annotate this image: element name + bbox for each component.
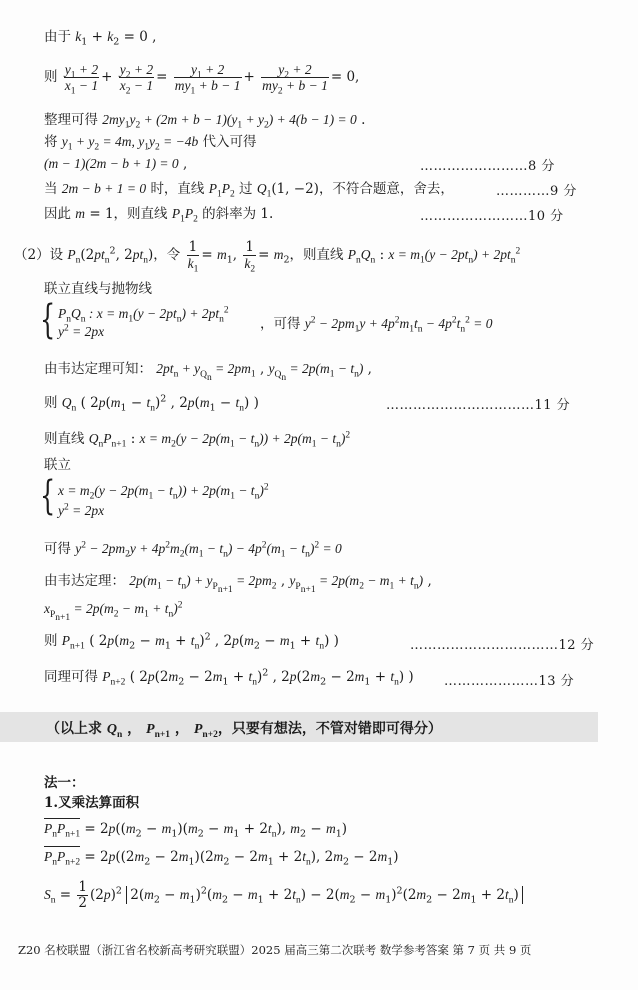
system1-eq2: $y^2 = 2px$ — [58, 323, 105, 339]
score-11: ……………………………11 分 — [386, 398, 571, 413]
line-part2-setup: （2）设 $P_n(2pt_n^2$, $2pt_n$)，令 $\frac{1}{k_1}$ = $m_1$, $\frac{1}{k_2}$ = $m_2$，则直线 $P_nQ_n$ : $x = m_1(y - 2pt_n) + 2pt_n^2$ — [14, 239, 521, 275]
text-line-q: 则直线 — [44, 431, 85, 447]
text-similarly: 同理可得 — [44, 669, 98, 685]
line-x-pn1: $x_{P_{n+1}} = 2p(m_2 - m_1 + t_n)^2$ — [44, 600, 183, 623]
note-mid: ，只要有想法，不管对错即可得分） — [217, 721, 442, 737]
text-part2-line: ，则直线 — [289, 247, 344, 263]
line-pn1-point: 则 $P_{n+1}$ ( $2p(m_2 - m_1 + t_n)^2$ , $2p(m_2 - m_1 + t_n)$ ) — [44, 631, 339, 652]
line-vieta-2: 由韦达定理： $2p(m_1 - t_n) + y_{P_{n+1}} = 2pm_2$ , $y_{P_{n+1}} = 2p(m_2 - m_1 + t_n)$ , — [44, 573, 432, 595]
line-qn-pn1: 则直线 $Q_nP_{n+1}$ : $x = m_2(y - 2p(m_1 - t_n)) + 2p(m_1 - t_n)^2$ — [44, 430, 351, 450]
area-formula: $S_n$ = $\frac{1}{2}$ $(2p)^2$ $2(m_2 - m_1)^2(m_2 - m_1 + 2t_n) - 2(m_2 - m_1)^2(2m_2 - 2m_1 + 2t_n)$ — [44, 880, 523, 911]
text-since: 由于 — [44, 29, 71, 45]
line-result-2: 可得 $y^2 - 2pm_2y + 4p^2m_2(m_1 - t_n) - 4p^2(m_1 - t_n)^2 = 0$ — [44, 540, 342, 560]
line-slope: 因此 m = 1，则直线 $P_1P_2$ 的斜率为 1. — [44, 206, 274, 225]
text-comma-get: ，可得 — [260, 316, 301, 332]
score-8: ……………………8 分 — [420, 159, 555, 174]
text-substitute-b: 代入可得 — [202, 134, 257, 150]
score-10: ……………………10 分 — [420, 209, 564, 224]
text-when-c: 过 — [239, 181, 253, 197]
brace-system-2: { — [40, 473, 56, 519]
text-part2-num: （2）设 — [14, 247, 64, 263]
line-k-sum: 由于 $k_1 + k_2 = 0$ , — [44, 29, 157, 48]
line-combine — [44, 456, 71, 474]
score-13-label: 13 分 — [538, 674, 575, 689]
text-organize: 整理可得 — [44, 112, 98, 128]
text-ze: 则 — [44, 69, 58, 85]
text-part2-ling: ，令 — [153, 247, 181, 263]
note-prefix: （以上求 — [46, 721, 102, 737]
line-substitute: 将 $y_1 + y_2 = 4m$, $y_1y_2 = -4b$ 代入可得 — [44, 134, 257, 153]
score-8-label: 8 分 — [528, 159, 555, 174]
method-subheading: 1.叉乘法算面积 — [44, 795, 140, 811]
vector-pn-pn2: $P_nP_{n+2} = 2p((2m_2 - 2m_1)(2m_2 - 2m_1 + 2t_n)$, $2m_2 - 2m_1$) — [44, 846, 399, 866]
line-vieta-1: 由韦达定理可知： $2pt_n + y_{Q_n} = 2pm_1$ , $y_{Q_n} = 2p(m_1 - t_n)$ , — [44, 361, 372, 383]
vector-pn-pn1: $P_nP_{n+1} = 2p((m_2 - m_1)(m_2 - m_1 + 2t_n)$, $m_2 - m_1$) — [44, 818, 347, 838]
line-qn-point: 则 $Q_n$ ( $2p(m_1 - t_n)^2$ , $2p(m_1 - t_n)$ ) — [44, 393, 259, 414]
method-heading: 法一： — [44, 775, 85, 791]
text-vieta1: 由韦达定理可知： — [44, 361, 152, 377]
line-factored: (m − 1)(2m − b + 1) = 0 , — [44, 156, 188, 172]
score-13: …………………13 分 — [444, 674, 575, 689]
text-when-d: ，不符合题意，舍去， — [318, 181, 454, 197]
score-9-label: 9 分 — [550, 184, 577, 199]
score-11-label: 11 分 — [534, 398, 571, 413]
text-combine: 联立 — [44, 457, 71, 473]
system2-eq1: $x = m_2(y - 2p(m_1 - t_n)) + 2p(m_1 - t_n)^2$ — [58, 482, 269, 502]
score-9: …………9 分 — [496, 184, 577, 199]
system1-eq1: $P_nQ_n$ : $x = m_1(y - 2pt_n) + 2pt_n^2$ — [58, 305, 229, 325]
note-partial-credit: （以上求 $Q_n$ ， $P_{n+1}$ ， $P_{n+2}$，只要有想法，不管对错即可得分） — [46, 721, 442, 740]
text-therefore-a: 因此 — [44, 206, 71, 222]
score-12: ……………………………12 分 — [410, 638, 595, 653]
page-footer: Z20 名校联盟（浙江省名校新高考研究联盟）2025 届高三第二次联考 数学参考答案 第 7 页 共 9 页 — [18, 943, 532, 957]
text-get: 可得 — [44, 541, 71, 557]
text-combine-parabola: 联立直线与抛物线 — [44, 281, 152, 297]
text-therefore-b: ，则直线 — [113, 206, 168, 222]
text-when-b: 时，直线 — [150, 181, 205, 197]
text-when-a: 当 — [44, 181, 58, 197]
line-reject-case: 当 2m − b + 1 = 0 时，直线 $P_1P_2$ 过 $Q_1(1$, −2)，不符合题意，舍去， — [44, 181, 454, 200]
text-ze-3: 则 — [44, 633, 58, 649]
text-substitute-a: 将 — [44, 134, 58, 150]
score-10-label: 10 分 — [528, 209, 564, 224]
text-vieta2: 由韦达定理： — [44, 573, 125, 589]
line-pn2-point: 同理可得 $P_{n+2}$ ( $2p(2m_2 - 2m_1 + t_n)^2$ , $2p(2m_2 - 2m_1 + t_n)$ ) — [44, 667, 414, 688]
line-combine-parabola — [44, 280, 152, 298]
text-ze-2: 则 — [44, 395, 58, 411]
text-therefore-c: 的斜率为 1. — [202, 206, 274, 222]
line-fraction-equation: 则 $\frac{y_1 + 2}{x_1 - 1}$ + $\frac{y_2 + 2}{x_2 - 1}$ = $\frac{y_1 + 2}{my_1 + b - 1}$ + $\frac{y_2 + 2}{my_2 + b - 1}$ = 0, — [44, 62, 360, 97]
line-organize: 整理可得 $2my_1y_2 + (2m + b - 1)(y_1 + y_2) + 4(b - 1) = 0$ . — [44, 112, 366, 131]
system2-eq2: $y^2 = 2px$ — [58, 502, 105, 518]
score-12-label: 12 分 — [558, 638, 595, 653]
system1-result: ，可得 $y^2 - 2pm_1y + 4p^2m_1t_n - 4p^2t_n^2 = 0$ — [260, 315, 493, 335]
brace-system-1: { — [40, 297, 56, 343]
